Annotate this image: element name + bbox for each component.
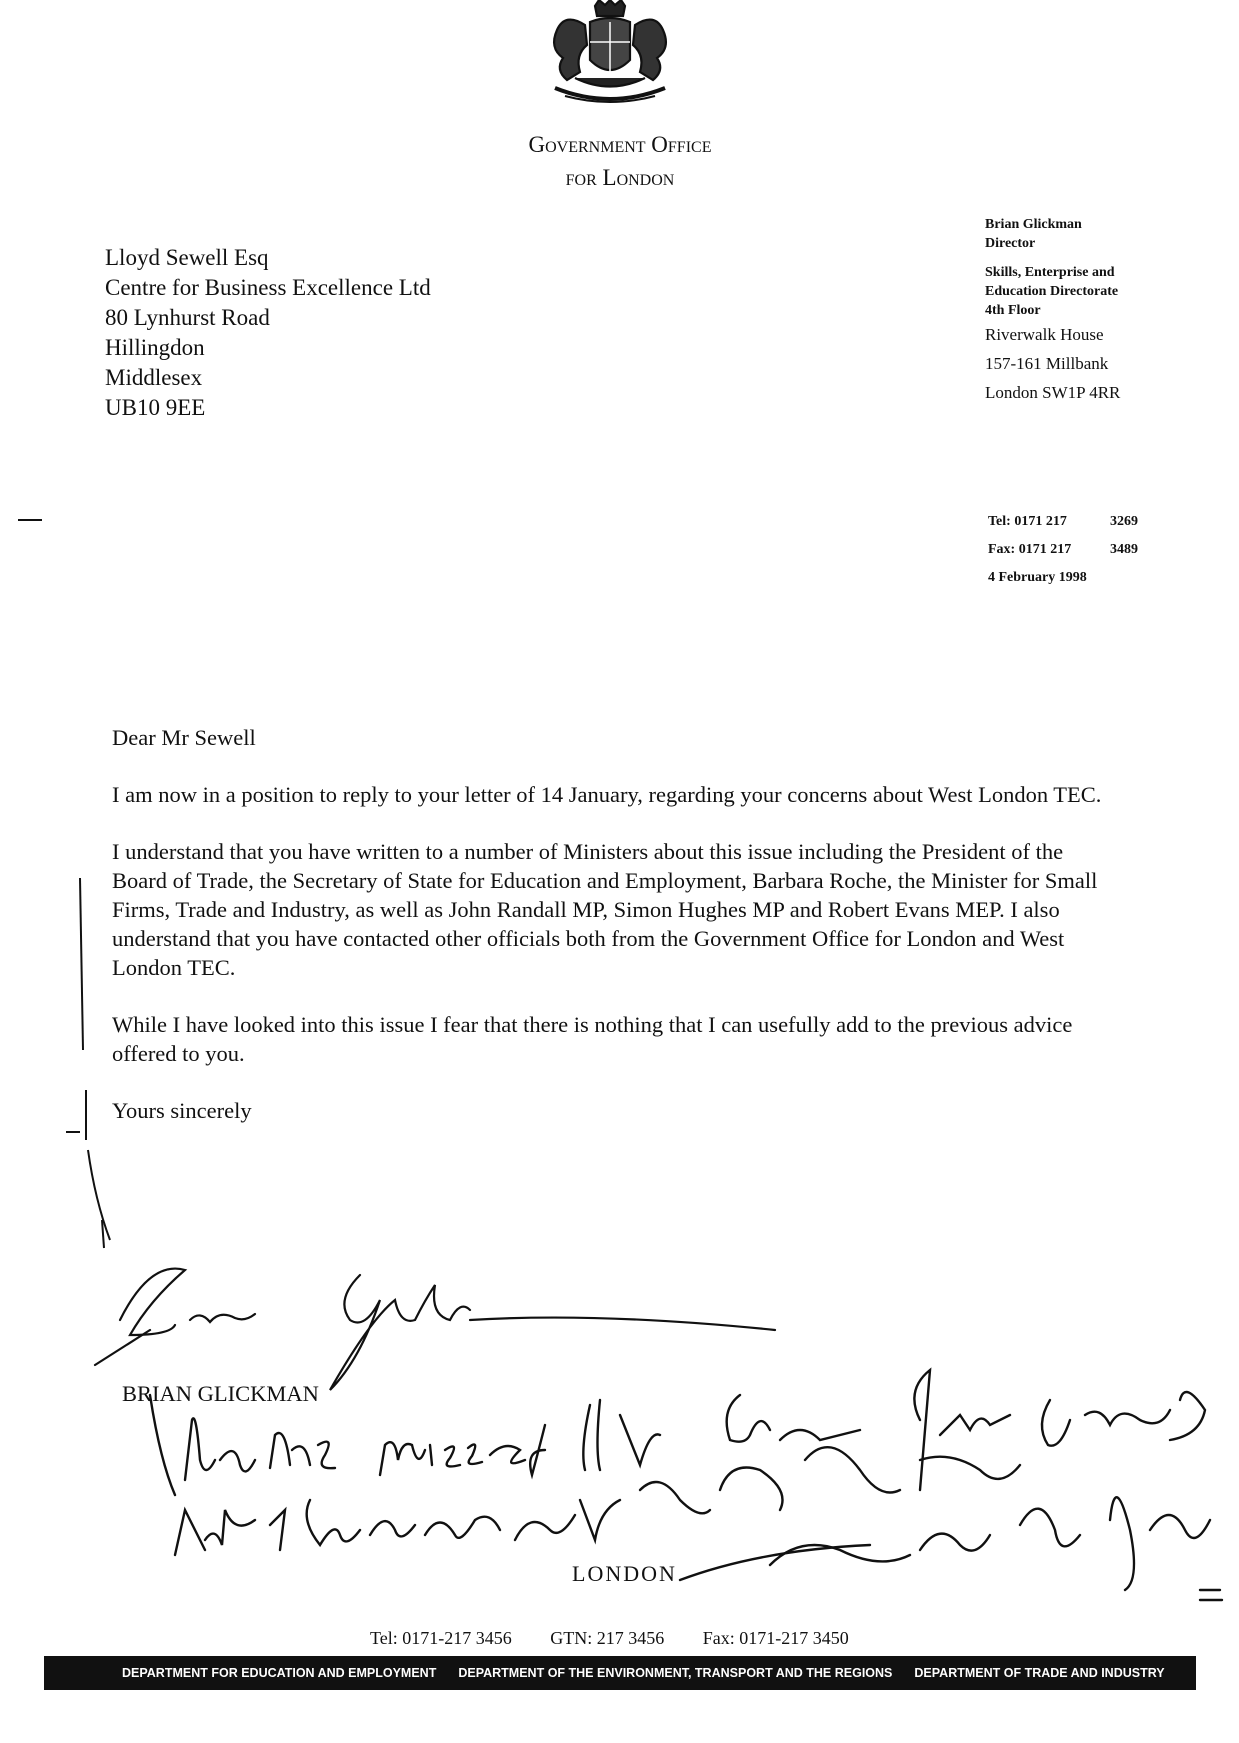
- tel-ext: 3269: [1110, 514, 1138, 529]
- department-label: DEPARTMENT OF THE ENVIRONMENT, TRANSPORT AND THE REGIONS: [458, 1666, 893, 1680]
- department-label: DEPARTMENT FOR EDUCATION AND EMPLOYMENT: [122, 1666, 437, 1680]
- tel-label: Tel: 0171 217: [988, 514, 1067, 529]
- sender-city: London SW1P 4RR: [985, 383, 1121, 402]
- sender-floor: 4th Floor: [985, 303, 1041, 318]
- handwritten-note-icon: [0, 1350, 1239, 1650]
- addressee-line: Centre for Business Excellence Ltd: [105, 275, 431, 300]
- footer-city: LONDON: [572, 1561, 677, 1586]
- sender-block: [985, 215, 1120, 407]
- letterhead-line-1: Government Office: [528, 132, 712, 157]
- fax-ext: 3489: [1110, 542, 1138, 557]
- sender-building: Riverwalk House: [985, 325, 1104, 344]
- footer-fax: Fax: 0171-217 3450: [702, 1628, 849, 1648]
- letterhead-title: [440, 128, 800, 194]
- footer-gtn: GTN: 217 3456: [550, 1628, 665, 1648]
- body-paragraph: While I have looked into this issue I fear that there is nothing that I can usefully add to the previous advice offered to you.: [112, 1012, 1073, 1066]
- letter-date: 4 February 1998: [988, 570, 1087, 585]
- footer-contact: [370, 1628, 883, 1649]
- addressee-line: Hillingdon: [105, 335, 205, 360]
- body-paragraph: I understand that you have written to a number of Ministers about this issue including the President of the Board of Trade, the Secretary of State for Education and Employment, Barbara Roche, the Minister for Small Firms, Trade and Industry, as well as John Randall MP, Simon Hughes MP and Robert Evans MEP. I also understand that you have contacted other officials both from the Government Office for London and West London TEC.: [112, 839, 1098, 980]
- sender-directorate-1: Skills, Enterprise and: [985, 265, 1115, 280]
- sender-street: 157-161 Millbank: [985, 354, 1109, 373]
- sender-title: Director: [985, 236, 1036, 251]
- sender-directorate-2: Education Directorate: [985, 284, 1119, 299]
- signatory-name: BRIAN GLICKMAN: [122, 1381, 319, 1406]
- addressee-line: Lloyd Sewell Esq: [105, 245, 269, 270]
- department-label: DEPARTMENT OF TRADE AND INDUSTRY: [914, 1666, 1165, 1680]
- footer-tel: Tel: 0171-217 3456: [370, 1628, 512, 1648]
- contact-block: [988, 508, 1138, 592]
- letter-body: [112, 723, 1122, 1153]
- body-paragraph: I am now in a position to reply to your letter of 14 January, regarding your concerns about West London TEC.: [112, 782, 1102, 807]
- department-bar: [44, 1656, 1196, 1690]
- salutation: Dear Mr Sewell: [112, 725, 256, 750]
- royal-crest-icon: [535, 0, 685, 108]
- addressee-line: UB10 9EE: [105, 395, 206, 420]
- addressee-line: Middlesex: [105, 365, 203, 390]
- letterhead-line-2: for London: [565, 165, 675, 190]
- addressee-line: 80 Lynhurst Road: [105, 305, 270, 330]
- closing: Yours sincerely: [112, 1098, 252, 1123]
- sender-name: Brian Glickman: [985, 217, 1082, 232]
- fax-label: Fax: 0171 217: [988, 542, 1072, 557]
- addressee-block: [105, 243, 431, 423]
